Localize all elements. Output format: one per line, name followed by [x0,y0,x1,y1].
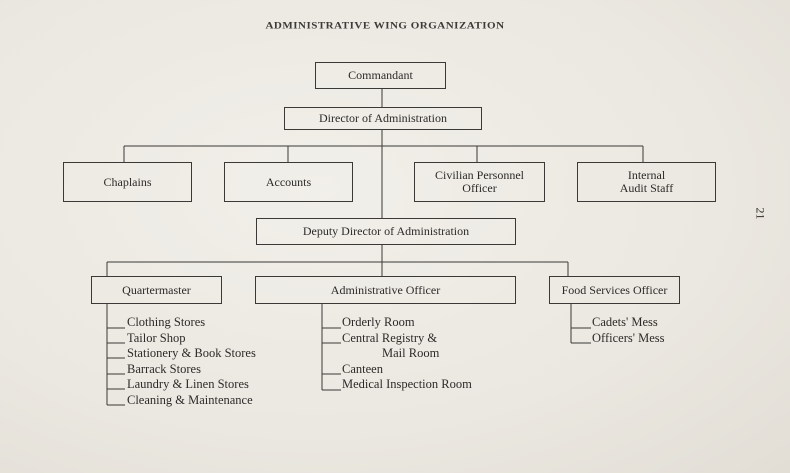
list-item-medical-inspection: Medical Inspection Room [342,377,472,391]
list-item: Tailor Shop [127,330,186,345]
node-administrative-label: Administrative Officer [330,282,441,297]
list-item: Stationery & Book Stores [127,346,256,360]
page-number: 21 [753,207,768,220]
node-deputy-director [256,218,516,245]
list-item-canteen: Canteen [342,361,383,376]
node-commandant-label: Commandant [348,68,413,82]
list-item: Officers' Mess [592,330,665,345]
list-item: Laundry & Linen Stores [127,377,249,391]
quartermaster-list [127,315,256,408]
food-services-list [592,315,665,346]
node-administrative-officer [255,276,516,304]
node-commandant [315,62,446,89]
node-audit-label-1: Internal [627,168,666,182]
list-item: Barrack Stores [127,361,201,376]
list-item: Cleaning & Maintenance [127,392,253,407]
node-civilian-label-2: Officer [462,181,497,195]
node-internal-audit-staff [577,162,716,202]
list-item-orderly-room: Orderly Room [342,315,415,329]
node-chaplains [63,162,192,202]
administrative-list [342,315,472,393]
node-accounts-label: Accounts [265,174,312,189]
node-food-services-officer [549,276,680,304]
list-item-mail-room: Mail Room [382,346,440,360]
node-food-services-label: Food Services Officer [561,282,668,297]
node-accounts [224,162,353,202]
node-civilian-personnel-officer [414,162,545,202]
node-quartermaster-label: Quartermaster [122,282,191,297]
node-deputy-label: Deputy Director of Administration [302,224,470,238]
chart-title: ADMINISTRATIVE WING ORGANIZATION [265,20,505,32]
node-civilian-label-1: Civilian Personnel [435,168,524,182]
node-quartermaster [91,276,222,304]
node-director-of-administration [284,107,482,130]
list-item: Cadets' Mess [592,315,658,329]
node-chaplains-label: Chaplains [103,174,152,189]
node-director-label: Director of Administration [319,111,447,125]
list-item-central-registry: Central Registry & [342,330,438,345]
node-audit-label-2: Audit Staff [619,181,674,195]
list-item: Clothing Stores [127,315,206,329]
